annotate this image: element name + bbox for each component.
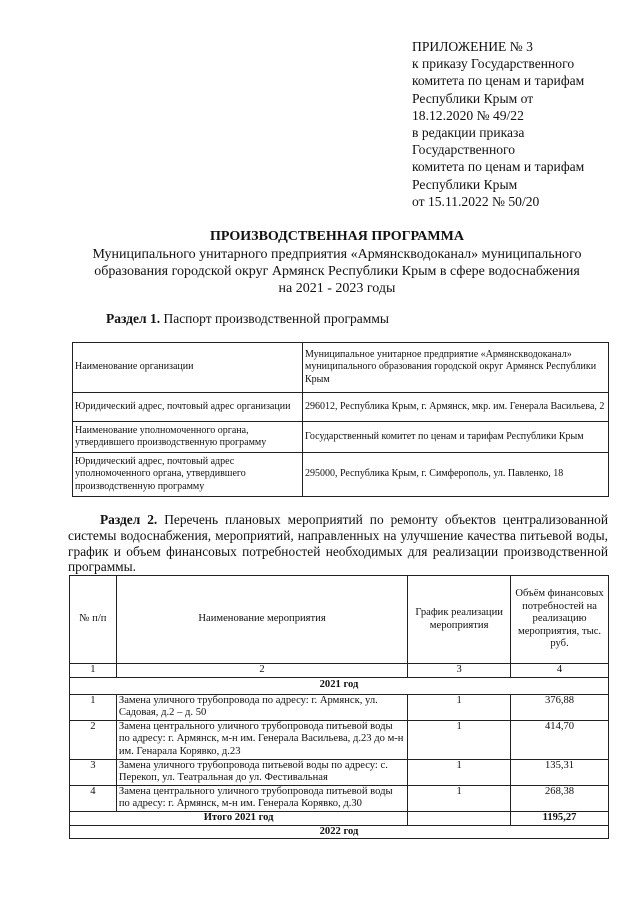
row-name: Замена уличного трубопровода по адресу: г. Армянск, ул. Садовая, д.2 – д. 50 <box>116 694 407 720</box>
section1-text: Паспорт производственной программы <box>160 311 389 326</box>
appendix-line: Республики Крым <box>412 176 518 192</box>
colnum: 1 <box>70 664 117 678</box>
appendix-line: комитета по ценам и тарифам <box>412 73 585 89</box>
passport-field-value: 296012, Республика Крым, г. Армянск, мкр. им. Генерала Васильева, 2 <box>303 393 609 422</box>
section1-label: Раздел 1. <box>106 311 161 326</box>
passport-field-name: Наименование уполномоченного органа, утвердившего производственную программу <box>73 422 303 453</box>
appendix-header <box>412 38 634 210</box>
plan-header-row <box>70 576 609 664</box>
year-row <box>70 825 609 839</box>
title-sub-line: Муниципального унитарного предприятия «Армянскводоканал» муниципального <box>92 247 582 262</box>
row-value: 135,31 <box>511 759 609 785</box>
total-label: Итого 2021 год <box>70 811 408 825</box>
passport-field-value: 295000, Республика Крым, г. Симферополь, ул. Павленко, 18 <box>303 453 609 497</box>
passport-field-name: Наименование организации <box>73 343 303 393</box>
appendix-line: ПРИЛОЖЕНИЕ № 3 <box>412 39 533 54</box>
appendix-line: к приказу Государственного <box>412 56 575 72</box>
passport-row <box>73 343 609 393</box>
row-value: 268,38 <box>511 785 609 811</box>
table-row <box>70 694 609 720</box>
plan-table <box>69 575 609 839</box>
appendix-line: от 15.11.2022 № 50/20 <box>412 193 540 209</box>
year-row <box>70 677 609 694</box>
row-num: 1 <box>70 694 117 720</box>
row-value: 376,88 <box>511 694 609 720</box>
row-schedule: 1 <box>408 785 511 811</box>
title-sub-line: на 2021 - 2023 годы <box>278 281 396 296</box>
appendix-line: Государственного <box>412 142 516 158</box>
year-heading: 2022 год <box>70 825 609 839</box>
header-num: № п/п <box>70 576 117 664</box>
total-schedule-cell <box>408 811 511 825</box>
passport-row <box>73 422 609 453</box>
appendix-line: Республики Крым от <box>412 90 534 106</box>
row-num: 4 <box>70 785 117 811</box>
appendix-line: комитета по ценам и тарифам <box>412 159 585 175</box>
passport-row <box>73 453 609 497</box>
row-num: 2 <box>70 720 117 759</box>
row-name: Замена центрального уличного трубопровода питьевой воды по адресу: г. Армянск, м-н им. Генерала Васильева, д.23 до м-н им. Генарала Корявко, д.23 <box>116 720 407 759</box>
appendix-line: 18.12.2020 № 49/22 <box>412 107 524 123</box>
section2-paragraph <box>68 512 608 575</box>
row-schedule: 1 <box>408 694 511 720</box>
plan-colnum-row <box>70 664 609 678</box>
passport-row <box>73 393 609 422</box>
passport-table <box>72 342 609 497</box>
colnum: 4 <box>511 664 609 678</box>
colnum: 3 <box>408 664 511 678</box>
row-value: 414,70 <box>511 720 609 759</box>
header-volume: Объём финансовых потребностей на реализацию мероприятия, тыс. руб. <box>511 576 609 664</box>
total-row <box>70 811 609 825</box>
header-name: Наименование мероприятия <box>116 576 407 664</box>
total-value: 1195,27 <box>511 811 609 825</box>
table-row <box>70 759 609 785</box>
table-row <box>70 785 609 811</box>
section1-heading <box>106 311 389 327</box>
document-title <box>40 228 634 297</box>
title-sub-line: образования городской округ Армянск Республики Крым в сфере водоснабжения <box>94 264 580 279</box>
title-main: ПРОИЗВОДСТВЕННАЯ ПРОГРАММА <box>210 229 464 244</box>
row-name: Замена центрального уличного трубопровода питьевой воды по адресу: г. Армянск, м-н им. Генерала Корявко, д.30 <box>116 785 407 811</box>
section2-text: Перечень плановых мероприятий по ремонту объектов централизованной системы водоснабжения, мероприятий, направленных на улучшение качества питьевой воды, график и объем финансовых потребностей необходимых для реализации производственной программы. <box>68 512 608 575</box>
colnum: 2 <box>116 664 407 678</box>
section2-label: Раздел 2. <box>100 512 158 527</box>
header-schedule: График реализации мероприятия <box>408 576 511 664</box>
passport-field-value: Государственный комитет по ценам и тарифам Республики Крым <box>303 422 609 453</box>
table-row <box>70 720 609 759</box>
row-schedule: 1 <box>408 720 511 759</box>
year-heading: 2021 год <box>70 677 609 694</box>
passport-field-value: Муниципальное унитарное предприятие «Армянскводоканал» муниципального образования городской округ Армянск Республики Крым <box>303 343 609 393</box>
passport-field-name: Юридический адрес, почтовый адрес уполномоченного органа, утвердившего производственную программу <box>73 453 303 497</box>
passport-field-name: Юридический адрес, почтовый адрес организации <box>73 393 303 422</box>
row-name: Замена уличного трубопровода питьевой воды по адресу: с. Перекоп, ул. Театральная до ул. Фестивальная <box>116 759 407 785</box>
appendix-line: в редакции приказа <box>412 125 525 141</box>
row-schedule: 1 <box>408 759 511 785</box>
row-num: 3 <box>70 759 117 785</box>
